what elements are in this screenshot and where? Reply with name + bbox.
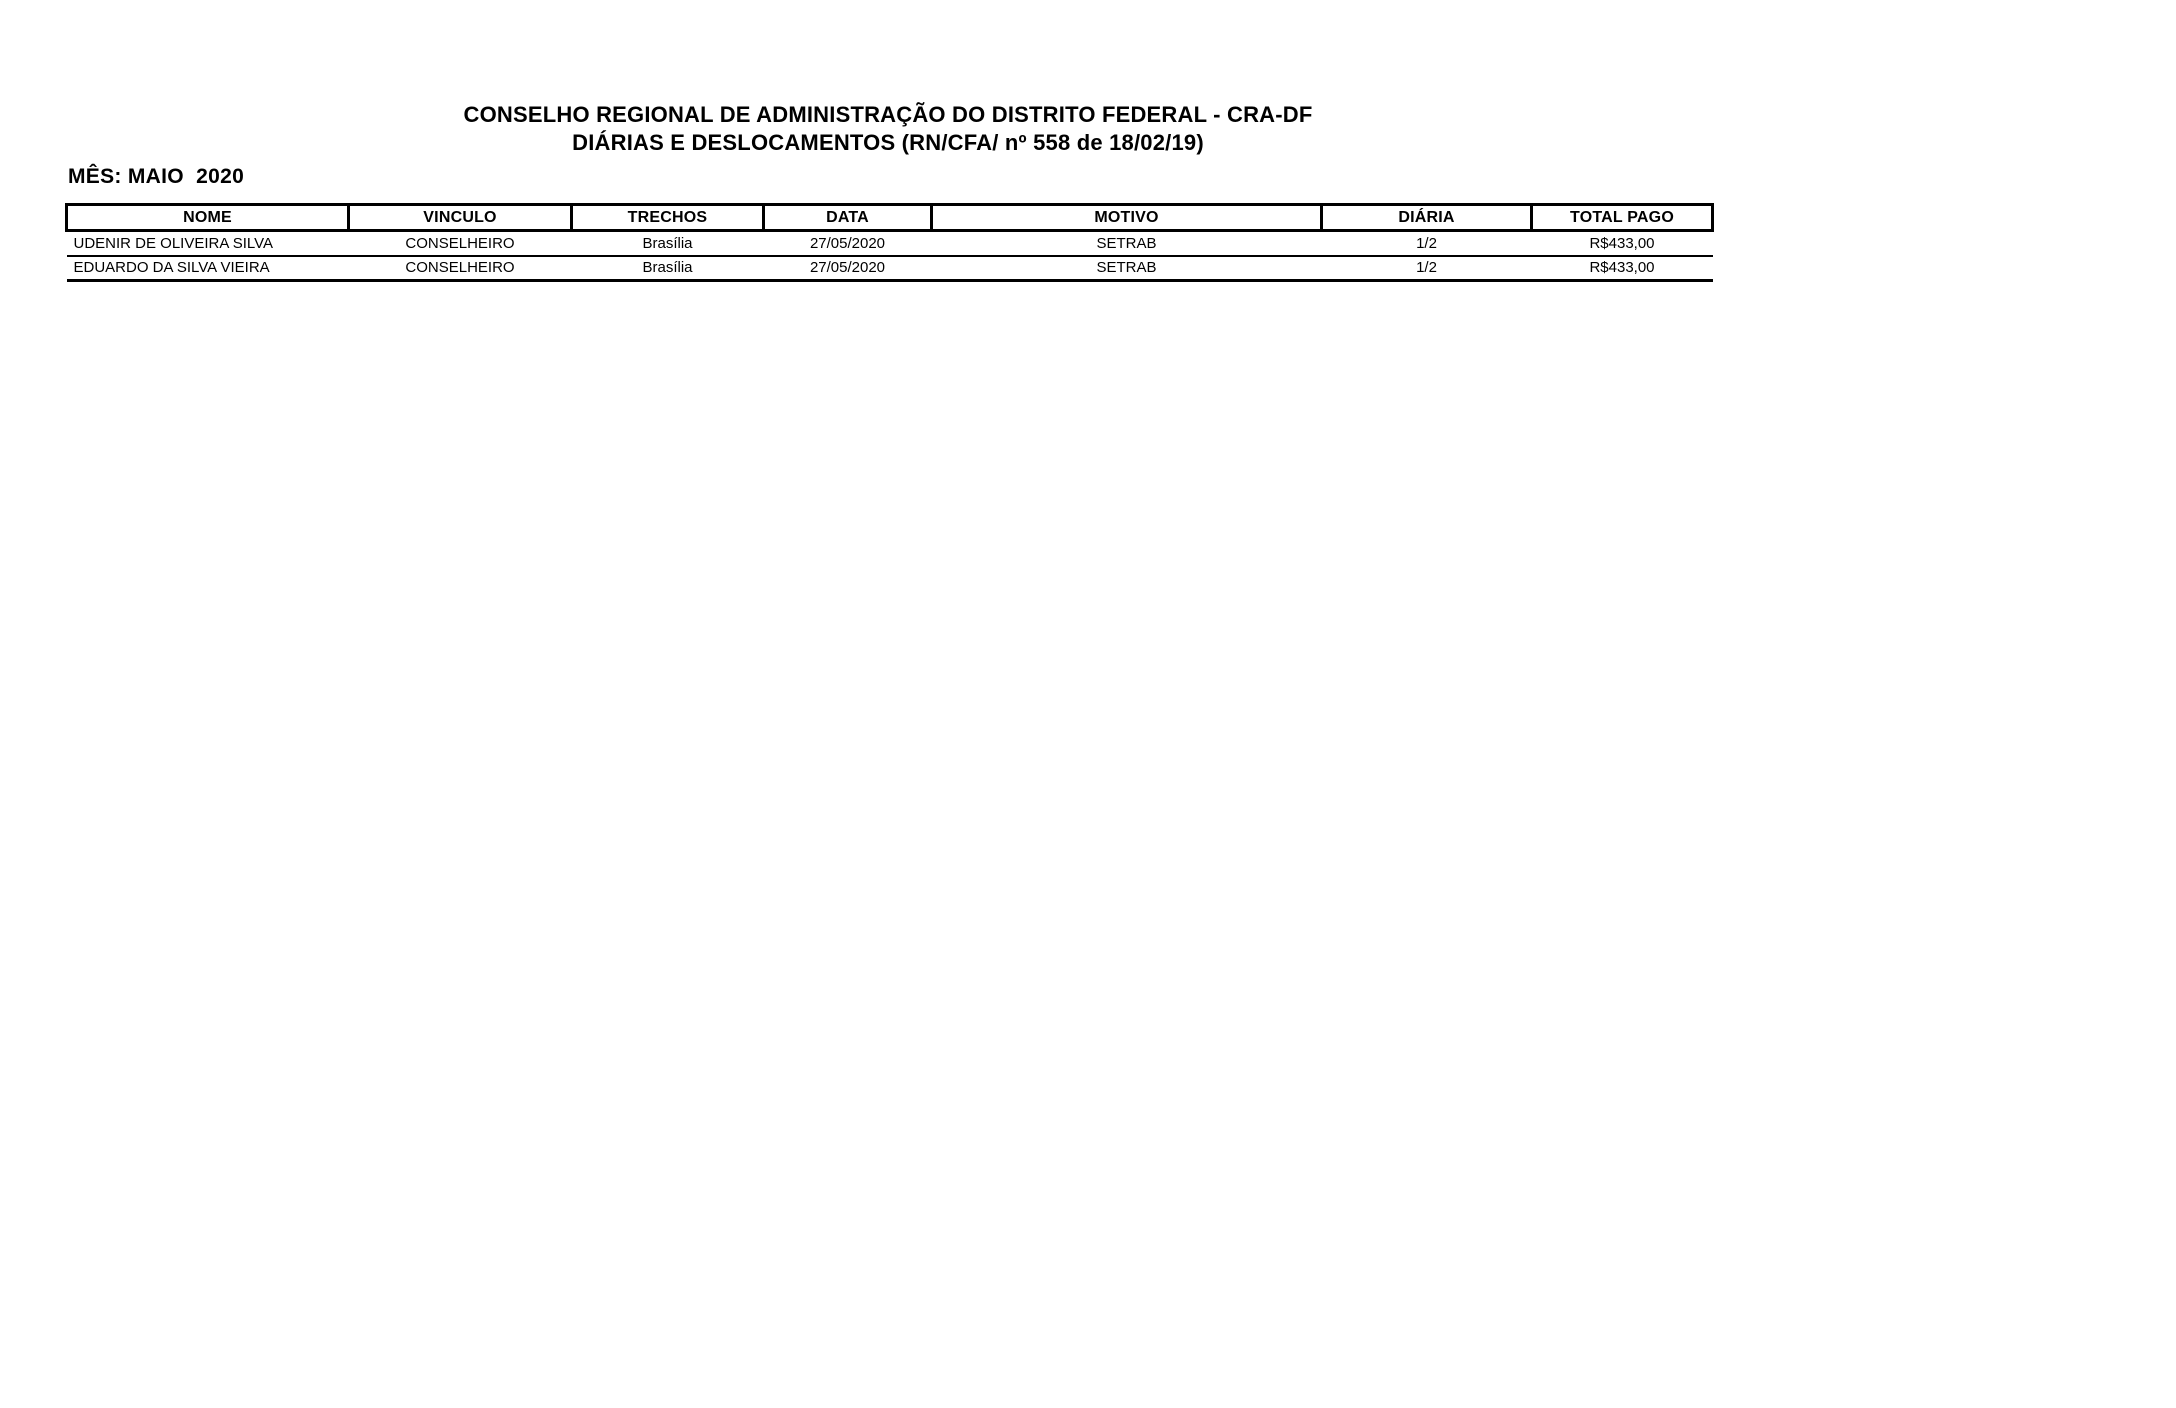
month-label: MÊS: MAIO 2020 xyxy=(68,165,245,188)
column-header-nome: NOME xyxy=(67,205,349,231)
cell-motivo: SETRAB xyxy=(932,256,1322,281)
cell-data: 27/05/2020 xyxy=(764,256,932,281)
cell-vinculo: CONSELHEIRO xyxy=(349,231,572,256)
cell-nome: EDUARDO DA SILVA VIEIRA xyxy=(67,256,349,281)
title-line-1: CONSELHO REGIONAL DE ADMINISTRAÇÃO DO DISTRITO FEDERAL - CRA-DF xyxy=(463,102,1313,127)
diarias-deslocamentos-table xyxy=(65,203,1714,282)
table-header-row xyxy=(67,205,1713,231)
document-title xyxy=(65,101,1711,157)
cell-trechos: Brasília xyxy=(572,231,764,256)
title-line-2: DIÁRIAS E DESLOCAMENTOS (RN/CFA/ nº 558 de 18/02/19) xyxy=(572,130,1204,155)
table-row xyxy=(67,256,1713,281)
cell-vinculo: CONSELHEIRO xyxy=(349,256,572,281)
column-header-motivo: MOTIVO xyxy=(932,205,1322,231)
cell-nome: UDENIR DE OLIVEIRA SILVA xyxy=(67,231,349,256)
cell-diaria: 1/2 xyxy=(1322,231,1532,256)
column-header-vinculo: VINCULO xyxy=(349,205,572,231)
cell-data: 27/05/2020 xyxy=(764,231,932,256)
cell-trechos: Brasília xyxy=(572,256,764,281)
column-header-total-pago: TOTAL PAGO xyxy=(1532,205,1713,231)
column-header-data: DATA xyxy=(764,205,932,231)
column-header-diaria: DIÁRIA xyxy=(1322,205,1532,231)
table-row xyxy=(67,231,1713,256)
cell-diaria: 1/2 xyxy=(1322,256,1532,281)
cell-total-pago: R$433,00 xyxy=(1532,256,1713,281)
column-header-trechos: TRECHOS xyxy=(572,205,764,231)
cell-motivo: SETRAB xyxy=(932,231,1322,256)
cell-total-pago: R$433,00 xyxy=(1532,231,1713,256)
